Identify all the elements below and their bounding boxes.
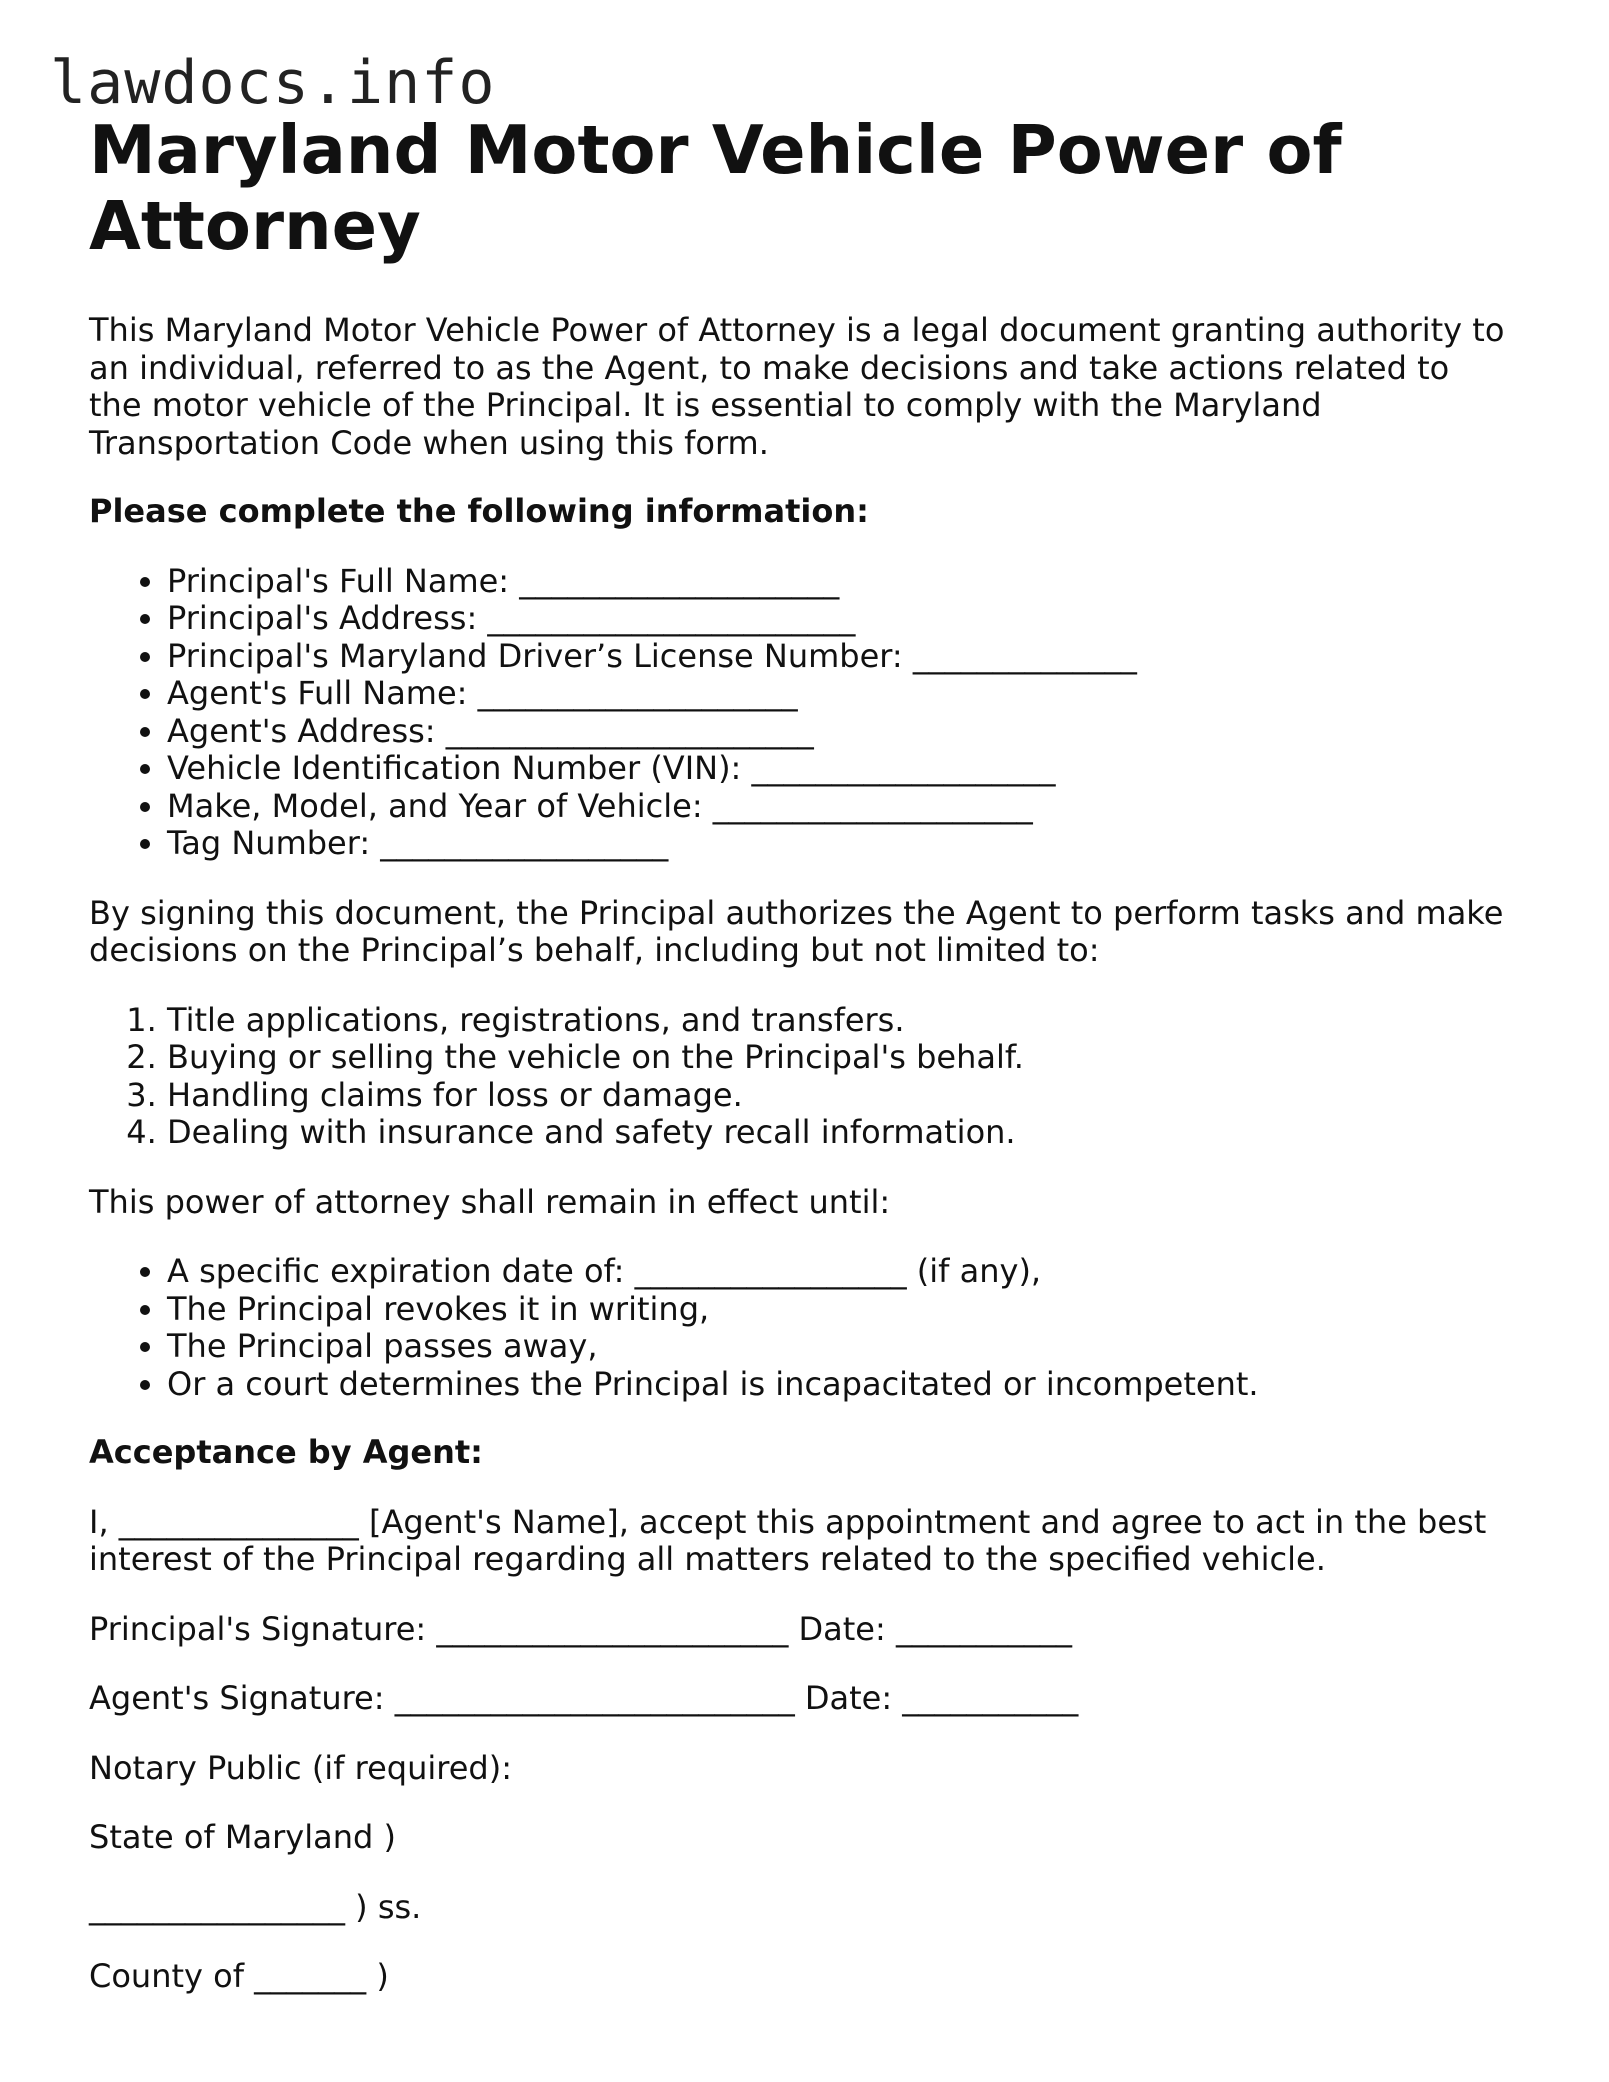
acceptance-paragraph: I, _______________ [Agent's Name], accept this appointment and agree to act in the best interest of the Principal regarding all matters related to the specified vehicle. [89, 1502, 1487, 1578]
notary-state-line: State of Maryland ) [89, 1818, 396, 1856]
principal-signature-line: Principal's Signature: ______________________ Date: ___________ [89, 1609, 1072, 1648]
duration-item: • The Principal revokes it in writing, [167, 1291, 1509, 1329]
power-item: 3. Handling claims for loss or damage. [167, 1077, 1509, 1115]
info-field-list [89, 563, 1509, 863]
acceptance-heading: Acceptance by Agent: [89, 1433, 483, 1471]
intro-paragraph: This Maryland Motor Vehicle Power of Attorney is a legal document granting authority to an individual, referred to as the Agent, to make decisions and take actions related to the motor vehicle of the Principal. It is essential to comply with the Maryland Transportation Code when using this form. [89, 311, 1505, 462]
field-tag-number: • Tag Number: __________________ [167, 825, 1509, 863]
duration-paragraph: This power of attorney shall remain in effect until: [89, 1182, 891, 1221]
authorization-paragraph: By signing this document, the Principal authorizes the Agent to perform tasks and make decisions on the Principal’s behalf, including but not limited to: [89, 893, 1504, 969]
field-agent-address: • Agent's Address: _______________________ [167, 713, 1509, 751]
field-make-model-year: • Make, Model, and Year of Vehicle: ____________________ [167, 788, 1509, 826]
document-body [89, 112, 1509, 1996]
field-principal-license: • Principal's Maryland Driver’s License Number: ______________ [167, 638, 1509, 676]
duration-list [89, 1253, 1509, 1403]
power-item: 1. Title applications, registrations, and transfers. [167, 1002, 1509, 1040]
document-title: Maryland Motor Vehicle Power of Attorney [89, 111, 1342, 265]
field-vin: • Vehicle Identification Number (VIN): ___________________ [167, 750, 1509, 788]
info-heading: Please complete the following information: [89, 492, 869, 530]
powers-list [89, 1002, 1509, 1152]
field-agent-name: • Agent's Full Name: ____________________ [167, 675, 1509, 713]
duration-item: • The Principal passes away, [167, 1328, 1509, 1366]
agent-signature-line: Agent's Signature: _________________________ Date: ___________ [89, 1679, 1079, 1717]
power-item: 2. Buying or selling the vehicle on the Principal's behalf. [167, 1039, 1509, 1077]
field-principal-address: • Principal's Address: _______________________ [167, 600, 1509, 638]
notary-label: Notary Public (if required): [89, 1748, 512, 1787]
field-principal-name: • Principal's Full Name: ____________________ [167, 563, 1509, 601]
notary-ss-line: ________________ ) ss. [89, 1887, 422, 1926]
site-watermark: lawdocs.info [50, 48, 496, 118]
power-item: 4. Dealing with insurance and safety recall information. [167, 1114, 1509, 1152]
duration-item: • A specific expiration date of: _________________ (if any), [167, 1253, 1509, 1291]
notary-county-line: County of _______ ) [89, 1957, 389, 1995]
duration-item: • Or a court determines the Principal is incapacitated or incompetent. [167, 1366, 1509, 1404]
